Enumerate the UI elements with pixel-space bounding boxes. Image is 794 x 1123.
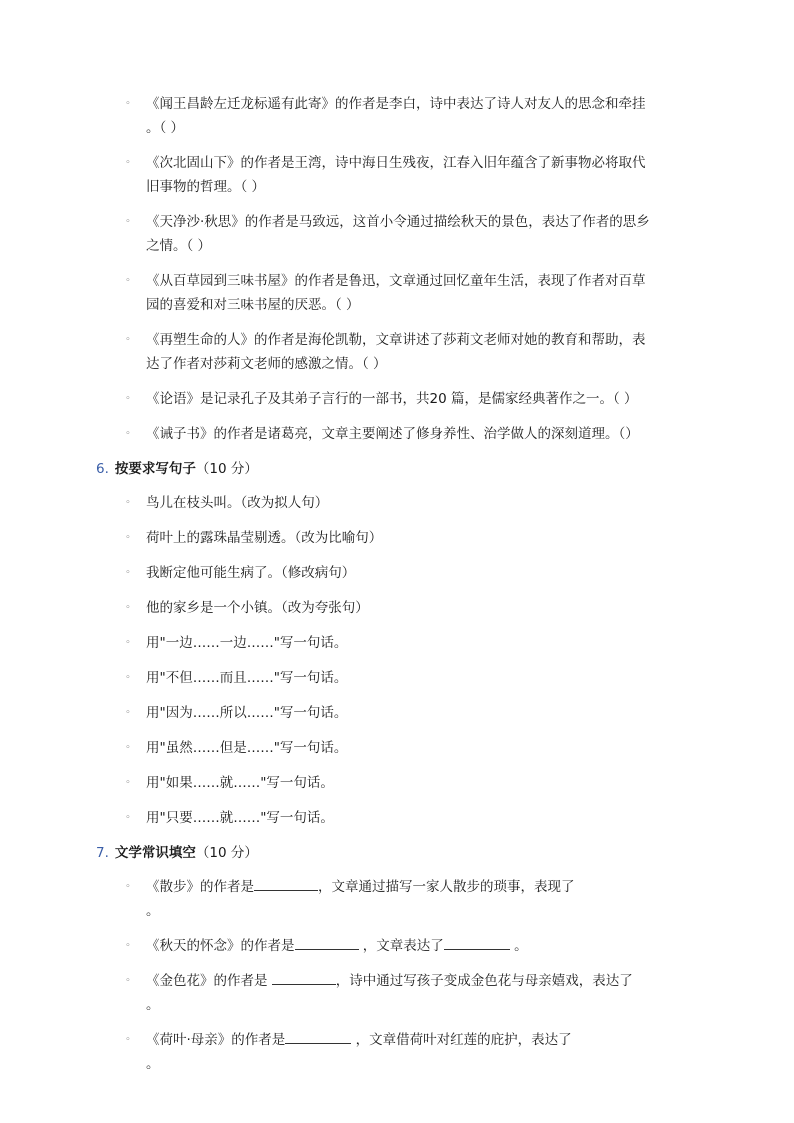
bullet-icon: ◦ xyxy=(125,941,131,951)
bullet-icon: ◦ xyxy=(125,603,131,613)
bullet-icon: ◦ xyxy=(125,158,131,168)
item-text: 《闻王昌龄左迁龙标遥有此寄》的作者是李白，诗中表达了诗人对友人的思念和牵挂 xyxy=(146,96,646,112)
question-number: 6. xyxy=(96,461,109,477)
item-text-part: ，文章借荷叶对红莲的庇护，表达了 xyxy=(351,1032,572,1048)
item-text xyxy=(146,969,706,993)
question-points: （10 分） xyxy=(195,845,258,861)
list-item xyxy=(96,806,706,830)
item-text: 。 xyxy=(146,1056,160,1072)
list-item xyxy=(96,269,706,317)
question6-list xyxy=(96,491,706,830)
fill-blank[interactable] xyxy=(285,1029,351,1044)
fill-blank[interactable] xyxy=(272,970,336,985)
item-text: 我断定他可能生病了。（修改病句） xyxy=(146,565,356,581)
item-text: 《天净沙·秋思》的作者是马致远，这首小令通过描绘秋天的景色，表达了作者的思乡 xyxy=(146,214,650,230)
item-text: 用"不但……而且……"写一句话。 xyxy=(146,670,348,686)
item-text: 鸟儿在枝头叫。（改为拟人句） xyxy=(146,495,329,511)
list-item xyxy=(96,422,706,446)
list-item xyxy=(96,151,706,199)
list-item xyxy=(96,701,706,725)
question7-heading xyxy=(96,841,706,865)
list-item xyxy=(96,666,706,690)
bullet-icon: ◦ xyxy=(125,498,131,508)
item-text: 《从百草园到三味书屋》的作者是鲁迅，文章通过回忆童年生活，表现了作者对百草 xyxy=(146,273,646,289)
question5-list xyxy=(96,92,706,446)
fill-blank[interactable] xyxy=(444,935,510,950)
item-text: 旧事物的哲理。（ ） xyxy=(146,179,266,195)
item-text: 。（ ） xyxy=(146,120,185,136)
list-item xyxy=(96,875,706,923)
item-text: 用"因为……所以……"写一句话。 xyxy=(146,705,348,721)
item-text: 之情。（ ） xyxy=(146,238,212,254)
item-text: 他的家乡是一个小镇。（改为夸张句） xyxy=(146,600,369,616)
item-text-part: 《散步》的作者是 xyxy=(146,879,254,895)
list-item xyxy=(96,491,706,515)
item-text: 达了作者对莎莉文老师的感激之情。（ ） xyxy=(146,356,387,372)
list-item xyxy=(96,92,706,140)
bullet-icon: ◦ xyxy=(125,882,131,892)
bullet-icon: ◦ xyxy=(125,976,131,986)
bullet-icon: ◦ xyxy=(125,813,131,823)
bullet-icon: ◦ xyxy=(125,394,131,404)
item-text xyxy=(146,1028,706,1052)
question-number: 7. xyxy=(96,845,109,861)
list-item xyxy=(96,771,706,795)
list-item xyxy=(96,631,706,655)
bullet-icon: ◦ xyxy=(125,708,131,718)
bullet-icon: ◦ xyxy=(125,99,131,109)
item-text: 《再塑生命的人》的作者是海伦凯勒，文章讲述了莎莉文老师对她的教育和帮助，表 xyxy=(146,332,646,348)
item-text xyxy=(146,875,706,899)
item-text: 园的喜爱和对三味书屋的厌恶。（ ） xyxy=(146,297,360,313)
item-text: 《论语》是记录孔子及其弟子言行的一部书，共20 篇，是儒家经典著作之一。（ ） xyxy=(146,391,638,407)
fill-blank[interactable] xyxy=(295,935,359,950)
bullet-icon: ◦ xyxy=(125,276,131,286)
item-text-part: ，文章表达了 xyxy=(358,938,444,954)
bullet-icon: ◦ xyxy=(125,1035,131,1045)
list-item xyxy=(96,1028,706,1076)
bullet-icon: ◦ xyxy=(125,638,131,648)
bullet-icon: ◦ xyxy=(125,335,131,345)
list-item xyxy=(96,561,706,585)
list-item xyxy=(96,210,706,258)
item-text: 用"一边……一边……"写一句话。 xyxy=(146,635,348,651)
item-text-part: 《金色花》的作者是 xyxy=(146,973,272,989)
bullet-icon: ◦ xyxy=(125,743,131,753)
item-text xyxy=(146,934,706,958)
item-text-part: 《荷叶·母亲》的作者是 xyxy=(146,1032,286,1048)
list-item xyxy=(96,596,706,620)
question-points: （10 分） xyxy=(195,461,258,477)
list-item xyxy=(96,526,706,550)
item-text: 。 xyxy=(146,903,160,919)
bullet-icon: ◦ xyxy=(125,673,131,683)
document-content xyxy=(96,92,706,1087)
bullet-icon: ◦ xyxy=(125,217,131,227)
question-title: 按要求写句子 xyxy=(114,461,196,477)
list-item xyxy=(96,328,706,376)
item-text: 用"如果……就……"写一句话。 xyxy=(146,775,334,791)
list-item xyxy=(96,736,706,760)
item-text: 《次北固山下》的作者是王湾，诗中海日生残夜，江春入旧年蕴含了新事物必将取代 xyxy=(146,155,646,171)
bullet-icon: ◦ xyxy=(125,778,131,788)
bullet-icon: ◦ xyxy=(125,533,131,543)
question-title: 文学常识填空 xyxy=(114,845,196,861)
fill-blank[interactable] xyxy=(254,876,318,891)
item-text-part: ，诗中通过写孩子变成金色花与母亲嬉戏，表达了 xyxy=(335,973,633,989)
item-text-part: 。 xyxy=(509,938,528,954)
bullet-icon: ◦ xyxy=(125,429,131,439)
question6-heading xyxy=(96,457,706,481)
item-text-part: 《秋天的怀念》的作者是 xyxy=(146,938,295,954)
bullet-icon: ◦ xyxy=(125,568,131,578)
list-item xyxy=(96,969,706,1017)
item-text: 用"虽然……但是……"写一句话。 xyxy=(146,740,348,756)
item-text: 《诫子书》的作者是诸葛亮，文章主要阐述了修身养性、治学做人的深刻道理。（） xyxy=(146,426,639,442)
question7-list xyxy=(96,875,706,1076)
item-text-part: ，文章通过描写一家人散步的琐事，表现了 xyxy=(318,879,575,895)
item-text: 。 xyxy=(146,997,160,1013)
list-item xyxy=(96,934,706,958)
item-text: 荷叶上的露珠晶莹剔透。（改为比喻句） xyxy=(146,530,383,546)
item-text: 用"只要……就……"写一句话。 xyxy=(146,810,334,826)
list-item xyxy=(96,387,706,411)
